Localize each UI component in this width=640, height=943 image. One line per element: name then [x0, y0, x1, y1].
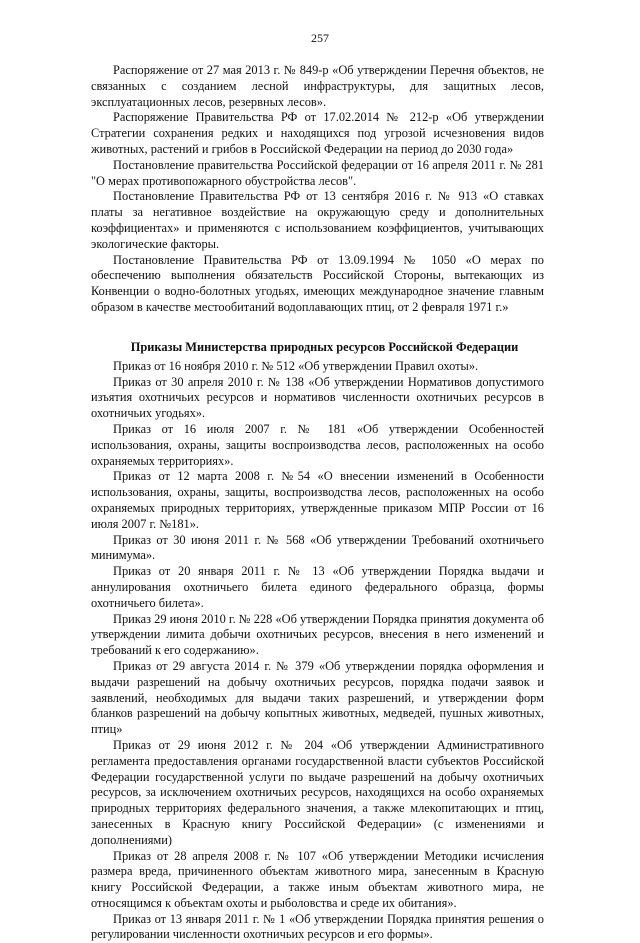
order-paragraph: Приказ от 30 июня 2011 г. № 568 «Об утверждении Требований охотничьего минимума».	[91, 532, 544, 563]
orders-section	[91, 338, 544, 943]
order-paragraph: Приказ от 30 апреля 2010 г. № 138 «Об утверждении Нормативов допустимого изъятия охотничьих ресурсов и нормативов численности охотничьих ресурсов в охотничьих угодьях».	[91, 374, 544, 421]
paragraph: Постановление Правительства РФ от 13.09.1994 № 1050 «О мерах по обеспечению выполнения обязательств Российской Стороны, вытекающих из Конвенции о водно-болотных угодьях, имеющих международное значение главным образом в качестве местообитаний водоплавающих птиц, от 2 февраля 1971 г.»	[91, 252, 544, 314]
section-heading: Приказы Министерства природных ресурсов Российской Федерации	[130, 340, 519, 354]
order-paragraph: Приказ от 29 августа 2014 г. № 379 «Об утверждении порядка оформления и выдачи разрешений на добычу охотничьих ресурсов, порядка подачи заявок и заявлений, необходимых для выдачи таких разрешений, и утверждении форм бланков разрешений на добычу копытных животных, медведей, пушных животных, птиц»	[91, 658, 544, 737]
paragraph: Постановление Правительства РФ от 13 сентября 2016 г. № 913 «О ставках платы за негативное воздействие на окружающую среду и дополнительных коэффициентах» и применяются с использованием коэффициентов, учитывающих экологические факторы.	[91, 189, 544, 251]
order-paragraph: Приказ от 20 января 2011 г. № 13 «Об утверждении Порядка выдачи и аннулирования охотничьего билета единого федерального образца, формы охотничьего билета».	[91, 564, 544, 610]
regulations-list	[91, 63, 544, 316]
order-paragraph: Приказ от 12 марта 2008 г. №54 «О внесении изменений в Особенности использования, охраны, защиты, воспроизводства лесов, расположенных на особо охраняемых природных территориях, утвержденные приказом МПР России от 16 июля 2007 г. №181».	[91, 469, 544, 531]
order-paragraph: Приказ 29 июня 2010 г. № 228 «Об утверждении Порядка принятия документа об утверждении лимита добычи охотничьих ресурсов, внесения в него изменений и требований к его содержанию».	[91, 611, 544, 658]
paragraph: Распоряжение от 27 мая 2013 г. № 849-р «Об утверждении Перечня объектов, не связанных с созданием лесной инфраструктуры, для защитных лесов, эксплуатационных лесов, резервных лесов».	[91, 63, 544, 109]
order-paragraph: Приказ от 29 июня 2012 г. № 204 «Об утверждении Административного регламента предоставления органами государственной власти субъектов Российской Федерации государственной услуги по выдаче разрешений на добычу охотничьих ресурсов, за исключением охотничьих ресурсов, находящихся на особо охраняемых природных территориях федерального значения, а также млекопитающих и птиц, занесенных в Красную книгу Российской Федерации» (с изменениями и дополнениями)	[91, 737, 544, 847]
page-number: 257	[311, 31, 329, 45]
paragraph: Распоряжение Правительства РФ от 17.02.2014 № 212-р «Об утверждении Стратегии сохранения редких и находящихся под угрозой исчезновения видов животных, растений и грибов в Российской Федерации на период до 2030 года»	[91, 110, 544, 156]
order-paragraph: Приказ от 13 января 2011 г. № 1 «Об утверждении Порядка принятия решения о регулировании численности охотничьих ресурсов и его формы».	[91, 911, 544, 942]
paragraph: Постановление правительства Российской федерации от 16 апреля 2011 г. № 281 "О мерах противопожарного обустройства лесов".	[91, 157, 544, 188]
order-paragraph: Приказ от 16 июля 2007 г. № 181 «Об утверждении Особенностей использования, охраны, защиты воспроизводства лесов, расположенных на особо охраняемых территориях».	[91, 421, 544, 468]
order-paragraph: Приказ от 28 апреля 2008 г. № 107 «Об утверждении Методики исчисления размера вреда, причиненного объектам животного мира, занесенным в Красную книгу Российской Федерации, а также иным объектам животного мира, не относящимся к объектам охоты и рыболовства и среде их обитания».	[91, 848, 544, 910]
order-paragraph: Приказ от 16 ноября 2010 г. № 512 «Об утверждении Правил охоты».	[113, 358, 479, 373]
